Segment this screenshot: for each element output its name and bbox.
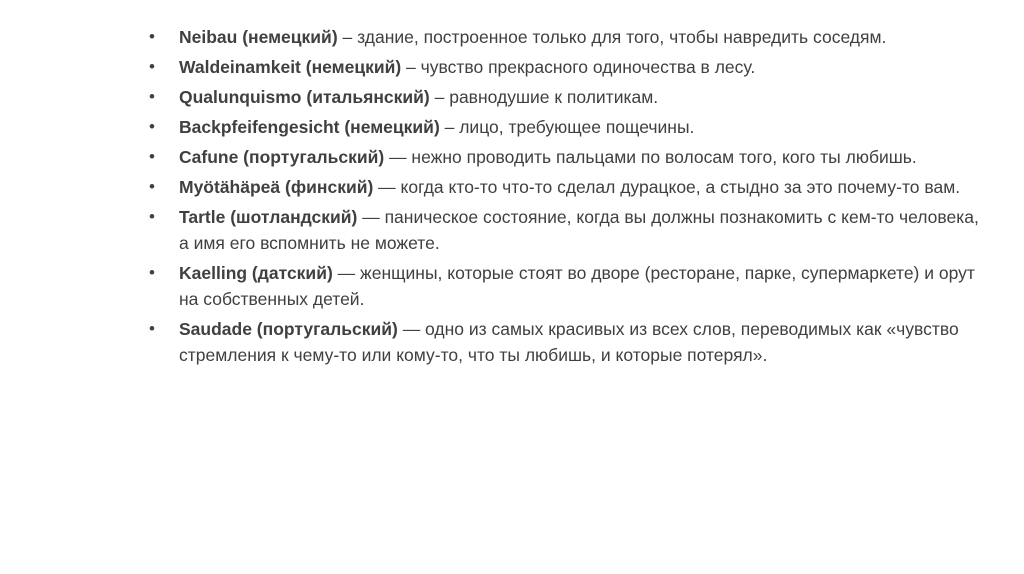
term: Kaelling (датский) [179,263,333,283]
term: Cafune (португальский) [179,147,385,167]
definition: — женщины, которые стоят во дворе (ресторане, парке, супермаркете) и орут на собственных детей. [179,263,975,309]
definition: – здание, построенное только для того, чтобы навредить соседям. [337,27,887,47]
definition: — нежно проводить пальцами по волосам того, кого ты любишь. [384,147,917,167]
term: Neibau (немецкий) [179,27,338,47]
definition: – чувство прекрасного одиночества в лесу. [401,57,756,77]
term: Saudade (португальский) [179,319,398,339]
list-item [147,204,987,256]
definition: — одно из самых красивых из всех слов, переводимых как «чувство стремления к чему-то или кому-то, что ты любишь, и которые потерял». [179,319,959,365]
word-list [147,24,987,372]
list-item [147,114,987,140]
definition: – лицо, требующее пощечины. [439,117,695,137]
term: Tartle (шотландский) [179,207,358,227]
list-item [147,84,987,110]
list-item [147,316,987,368]
list-item [147,144,987,170]
term: Backpfeifengesicht (немецкий) [179,117,440,137]
list-item [147,174,987,200]
definition: – равнодушие к политикам. [429,87,659,107]
term: Myötähäpeä (финский) [179,177,374,197]
definition: — паническое состояние, когда вы должны познакомить с кем-то человека, а имя его вспомнить не можете. [179,207,979,253]
term: Waldeinamkeit (немецкий) [179,57,402,77]
term: Qualunquismo (итальянский) [179,87,430,107]
definition: — когда кто-то что-то сделал дурацкое, а стыдно за это почему-то вам. [373,177,961,197]
list-item [147,260,987,312]
list-item [147,24,987,50]
list-item [147,54,987,80]
